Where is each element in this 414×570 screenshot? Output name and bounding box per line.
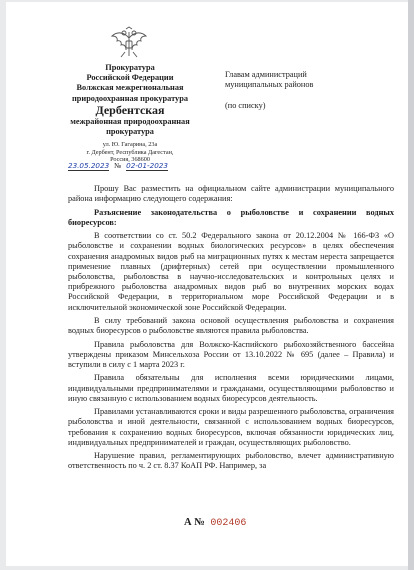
section-heading: Разъяснение законодательства о рыболовстве и сохранении водных биоресурсов: xyxy=(68,207,394,227)
issuer-line: Волжская межрегиональная xyxy=(76,83,184,93)
issuer-line: природоохранная прокуратура xyxy=(72,93,188,103)
scan-edge xyxy=(408,0,414,570)
registration-line xyxy=(68,161,168,171)
form-serial xyxy=(184,517,246,529)
letter-body xyxy=(68,184,394,475)
document-page xyxy=(6,2,408,566)
issuer-line: Российской Федерации xyxy=(86,73,174,83)
registration-date: 23.05.2023 xyxy=(68,161,110,170)
body-paragraph: Прошу Вас разместить на официальном сайте администрации муниципального района информацию следующего содержания: xyxy=(68,184,394,204)
body-paragraph: Нарушение правил, регламентирующих рыболовство, влечет административную ответственность по ч. 2 ст. 8.37 КоАП РФ. Например, за xyxy=(68,451,394,471)
serial-prefix: А № xyxy=(184,517,205,528)
issuer-line: межрайонная природоохранная xyxy=(70,116,190,126)
issuer-line: Прокуратура xyxy=(105,63,155,72)
registration-no-label: № xyxy=(114,161,122,170)
issuer-address: Россия, 368600 xyxy=(110,156,150,164)
body-paragraph: Правила рыболовства для Волжско-Каспийского рыбохозяйственного бассейна утверждены приказом Минсельхоза России от 13.10.2022 № 695 (далее – Правила) и вступили в силу с 1 марта 2023 г. xyxy=(68,339,394,369)
recipient-line: Главам администраций xyxy=(225,70,307,79)
recipient-line: муниципальных районов xyxy=(225,80,314,90)
registration-number: 02-01-2023 xyxy=(126,161,168,170)
body-paragraph: Правилами устанавливаются сроки и виды разрешенного рыболовства, ограничения рыболовства и иной деятельности, связанной с использованием водных биоресурсов, требования к сохранению водных биоресурсов, включая обязанности юридических лиц, индивидуальных предпринимателей и граждан, осуществляющих рыболовство. xyxy=(68,407,394,447)
issuer-address: ул. Ю. Гагарина, 23а xyxy=(102,141,158,149)
body-paragraph: В соответствии со ст. 50.2 Федерального закона от 20.12.2004 № 166-ФЗ «О рыболовстве и сохранении водных биологических ресурсов» в целях обеспечения сохранения анадромных видов рыб на миграционных путях к местам нереста запрещается применение плавных (дрифтерных) сетей при осуществлении промышленного рыболовства, рыболовства в научно-исследовательских и контрольных целях и прибрежного рыболовства анадромных видов рыб во внутренних морских водах Российской Федерации, в территориальном море Российской Федерации и в исключительной экономической зоне Российской Федерации. xyxy=(68,231,394,312)
recipient-block xyxy=(225,70,313,112)
issuer-address: г. Дербент, Республика Дагестан, xyxy=(86,148,174,156)
body-paragraph: В силу требований закона основой осуществления рыболовства и сохранения водных биоресурсов о рыболовстве являются правила рыболовства. xyxy=(68,316,394,336)
issuer-line: прокуратура xyxy=(106,127,154,137)
serial-number: 002406 xyxy=(210,518,247,529)
recipient-note: (по списку) xyxy=(225,101,266,111)
double-headed-eagle-icon xyxy=(110,26,148,60)
body-paragraph: Правила обязательны для исполнения всеми юридическими лицами, индивидуальными предпринимателями и гражданами, осуществляющими рыболовство и иную связанную с использованием водных биоресурсов деятельность. xyxy=(68,373,394,403)
issuer-block xyxy=(44,63,216,163)
issuer-name: Дербентская xyxy=(95,102,165,117)
